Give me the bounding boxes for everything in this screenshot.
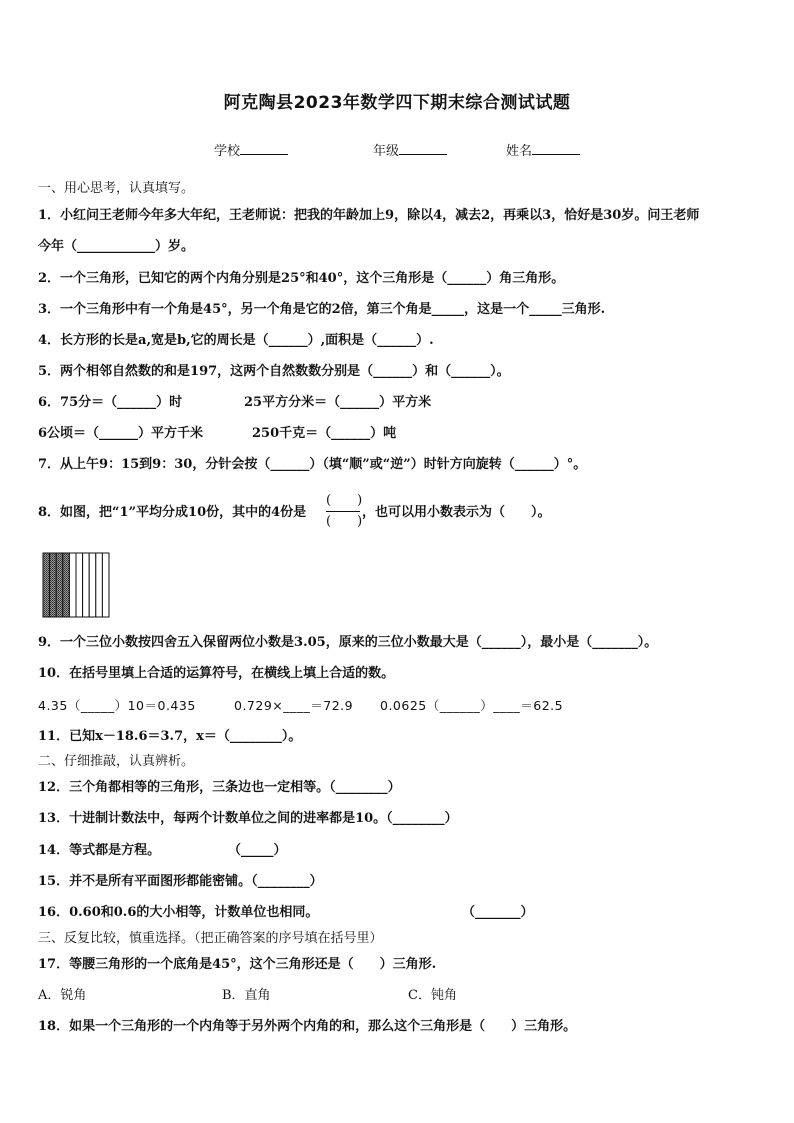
grade-field (373, 140, 447, 159)
name-field (506, 140, 580, 159)
question-4: 4．长方形的长是a,宽是b,它的周长是（______）,面积是（______）. (38, 333, 434, 348)
question-17-option-a: A．锐角 (38, 988, 87, 1003)
question-2: 2．一个三角形，已知它的两个内角分别是25°和40°，这个三角形是（______）角三角形。 (38, 271, 565, 286)
question-10-part-a: 4.35（_____）10＝0.435 (38, 698, 196, 713)
question-10-part-c: 0.0625（______）____＝62.5 (380, 698, 564, 713)
name-label: 姓名 (506, 144, 533, 159)
question-7: 7．从上午9：15到9：30，分针会按（______）（填“顺”或“逆”）时针方向旋转（______）°。 (38, 457, 587, 472)
question-8-after: ，也可以用小数表示为（ ）。 (362, 505, 551, 520)
figure-strips (43, 553, 109, 617)
question-5: 5．两个相邻自然数的和是197，这两个自然数数分别是（______）和（______）。 (38, 364, 510, 379)
question-13: 13．十进制计数法中，每两个计数单位之间的进率都是10。（________） (38, 811, 458, 826)
name-blank[interactable] (532, 142, 580, 155)
question-1-line-2: 今年（____________）岁。 (38, 239, 195, 254)
question-16: 16．0.60和0.6的大小相等，计数单位也相同。 (38, 905, 319, 920)
question-17-option-c: C．钝角 (408, 988, 457, 1003)
question-14: 14．等式都是方程。 (38, 843, 161, 858)
blank-strip (69, 553, 76, 617)
question-6-part-b: 25平方分米＝（______）平方米 (244, 395, 432, 410)
blank-strip (76, 553, 83, 617)
section-3-heading: 三、反复比较，慎重选择。（把正确答案的序号填在括号里） (38, 931, 383, 946)
question-14-answer: （_____） (228, 843, 287, 858)
blank-strip (96, 553, 103, 617)
shaded-strip (63, 553, 70, 617)
section-2-heading: 二、仔细推敲，认真辨析。 (38, 754, 195, 769)
fraction-bar (326, 511, 360, 512)
shaded-strip (50, 553, 57, 617)
question-8-fraction (326, 492, 363, 531)
school-field (214, 140, 288, 159)
question-17-option-b: B．直角 (222, 988, 271, 1003)
school-blank[interactable] (240, 142, 288, 155)
grade-blank[interactable] (399, 142, 447, 155)
fraction-numerator[interactable]: ( ) (326, 493, 363, 508)
question-18: 18．如果一个三角形的一个内角等于另外两个内角的和，那么这个三角形是（ ）三角形。 (38, 1019, 577, 1034)
question-11: 11．已知x－18.6＝3.7，x＝（________）。 (38, 729, 302, 744)
fraction-denominator[interactable]: ( ) (326, 514, 363, 529)
question-10: 10．在括号里填上合适的运算符号，在横线上填上合适的数。 (38, 666, 395, 681)
question-3: 3．一个三角形中有一个角是45°，另一个角是它的2倍，第三个角是_____，这是一个_____三角形. (38, 302, 606, 317)
school-label: 学校 (214, 144, 241, 159)
shaded-strip (56, 553, 63, 617)
blank-strip (83, 553, 90, 617)
question-10-part-b: 0.729×____＝72.9 (234, 698, 354, 713)
question-6-part-c: 6公顷＝（______）平方千米 (38, 426, 204, 441)
question-6-part-d: 250千克＝（______）吨 (252, 426, 397, 441)
question-17: 17．等腰三角形的一个底角是45°，这个三角形还是（ ）三角形. (38, 957, 437, 972)
question-8-before: 8．如图，把“1”平均分成10份，其中的4份是 (38, 505, 307, 520)
question-12: 12．三个角都相等的三角形，三条边也一定相等。（________） (38, 780, 401, 795)
shaded-strip (43, 553, 50, 617)
ten-parts-figure (42, 552, 110, 618)
question-16-answer: （_______） (462, 905, 534, 920)
question-6-part-a: 6．75分＝（______）时 (38, 395, 183, 410)
section-1-heading: 一、用心思考，认真填写。 (38, 181, 195, 196)
question-1-line-1: 1．小红问王老师今年多大年纪，王老师说：把我的年龄加上9，除以4，减去2，再乘以3，恰好是30岁。问王老师 (38, 208, 700, 223)
page-title: 阿克陶县2023年数学四下期末综合测试试题 (223, 93, 571, 113)
question-9: 9．一个三位小数按四舍五入保留两位小数是3.05，原来的三位小数最大是（______），最小是（_______）。 (38, 635, 658, 650)
blank-strip (89, 553, 96, 617)
blank-strip (102, 553, 109, 617)
grade-label: 年级 (373, 144, 400, 159)
question-15: 15．并不是所有平面图形都能密铺。（________） (38, 874, 323, 889)
